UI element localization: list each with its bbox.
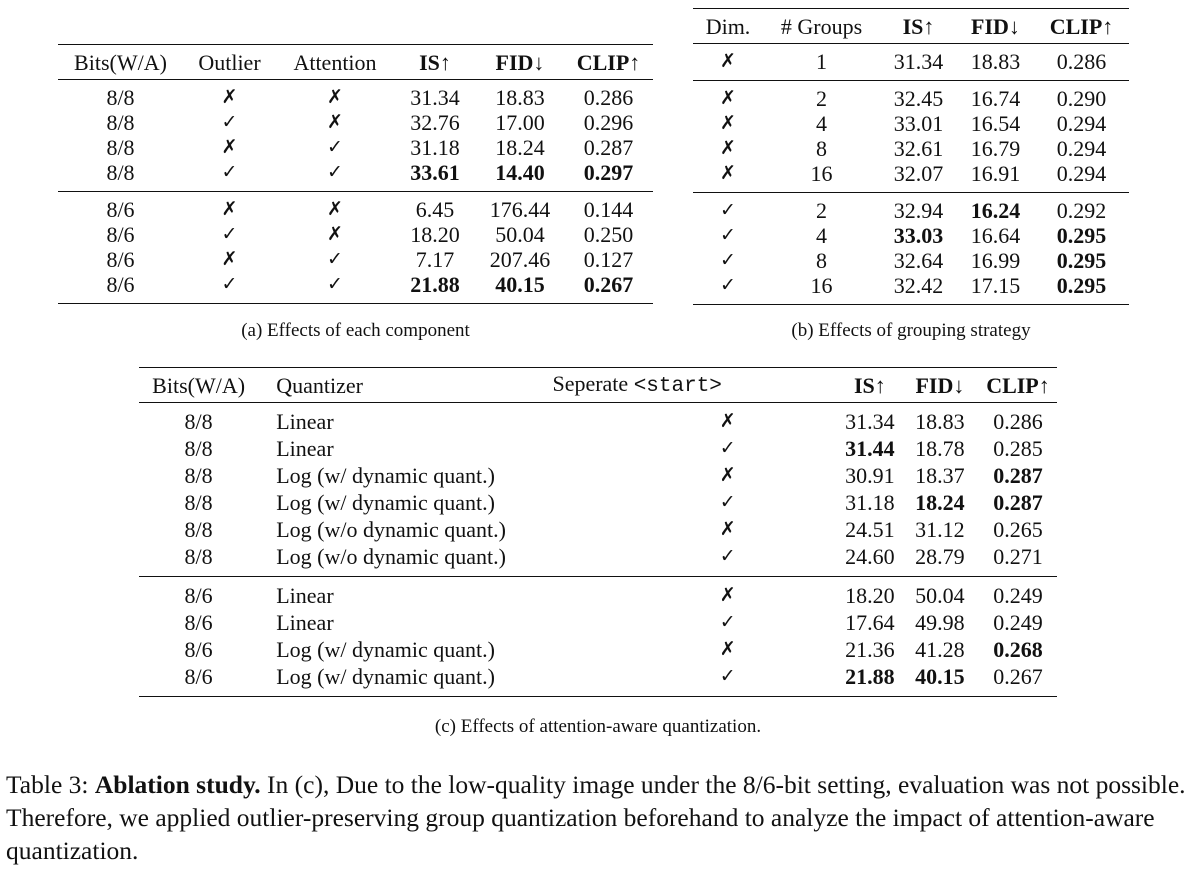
- cell-fid: 18.83: [495, 85, 545, 110]
- cross-mark-icon: ✗: [221, 86, 238, 108]
- check-mark-icon: ✓: [720, 199, 736, 221]
- cell-is: 32.61: [893, 136, 944, 161]
- cell-fid: 49.98: [915, 610, 965, 635]
- cell-is: 32.94: [893, 198, 944, 223]
- cell-quantizer: Log (w/o dynamic quant.): [276, 517, 506, 542]
- cell-fid: 18.78: [915, 436, 965, 461]
- check-mark-icon: ✓: [221, 111, 238, 133]
- cell-fid: 207.46: [489, 247, 551, 272]
- cross-mark-icon: ✗: [221, 136, 238, 158]
- header-clip: CLIP↑: [986, 372, 1050, 398]
- cell-bits: 8/8: [184, 490, 213, 515]
- header-quantizer: Quantizer: [276, 372, 363, 398]
- cell-clip: 0.290: [1056, 86, 1107, 111]
- table-c-header-row: [139, 368, 1057, 403]
- table-a: [58, 44, 653, 304]
- check-mark-icon: ✓: [719, 665, 736, 687]
- check-mark-icon: ✓: [327, 161, 343, 183]
- header-separate-start: [534, 368, 838, 403]
- header-fid: FID↓: [971, 13, 1020, 39]
- cell-quantizer: Log (w/ dynamic quant.): [276, 490, 495, 515]
- cell-quantizer: Log (w/o dynamic quant.): [276, 544, 506, 569]
- cell-groups: 2: [816, 86, 827, 111]
- table-row: [693, 223, 1129, 248]
- table-row: [139, 577, 1057, 610]
- cell-fid: 18.24: [495, 135, 545, 160]
- cell-clip: 0.287: [583, 135, 634, 160]
- cell-fid: 18.83: [970, 49, 1021, 74]
- cell-quantizer: Linear: [276, 436, 334, 461]
- cross-mark-icon: ✗: [720, 87, 736, 109]
- cell-bits: 8/6: [106, 272, 135, 297]
- cell-fid: 16.64: [970, 223, 1021, 248]
- cell-bits: 8/6: [184, 583, 213, 608]
- cell-clip: 0.286: [993, 409, 1043, 434]
- cross-mark-icon: ✗: [327, 223, 343, 245]
- cell-is: 18.20: [845, 583, 895, 608]
- caption-text: In (c), Due to the low-quality image under the 8/6-bit setting, evaluation was not possible. Therefore, we applied outlier-preserving group quantization beforehand to analyze the impact of attention-aware quantization.: [6, 770, 1186, 865]
- table-row: [693, 44, 1129, 81]
- cross-mark-icon: ✗: [720, 162, 736, 184]
- check-mark-icon: ✓: [719, 437, 736, 459]
- cell-fid: 16.79: [970, 136, 1021, 161]
- table-row: [139, 403, 1057, 436]
- table-row: [58, 247, 653, 272]
- cross-mark-icon: ✗: [719, 638, 736, 660]
- table-row: [139, 663, 1057, 697]
- cell-bits: 8/6: [106, 197, 135, 222]
- cell-is: 18.20: [410, 222, 460, 247]
- header-bits: Bits(W/A): [74, 49, 167, 75]
- cell-bits: 8/8: [106, 85, 135, 110]
- cell-bits: 8/8: [106, 110, 135, 135]
- cell-clip: 0.249: [993, 583, 1043, 608]
- cell-bits: 8/8: [184, 517, 213, 542]
- table-row: [139, 435, 1057, 462]
- table-b-caption: (b) Effects of grouping strategy: [791, 320, 1031, 341]
- cell-groups: 8: [816, 248, 827, 273]
- cell-clip: 0.144: [583, 197, 634, 222]
- table-row: [693, 111, 1129, 136]
- table-row: [58, 110, 653, 135]
- cell-is: 32.42: [893, 273, 944, 298]
- cell-is: 30.91: [845, 463, 895, 488]
- table-row: [693, 273, 1129, 305]
- cell-quantizer: Log (w/ dynamic quant.): [276, 463, 495, 488]
- cell-is: 32.45: [893, 86, 944, 111]
- cross-mark-icon: ✗: [221, 248, 238, 270]
- caption-label: Table 3:: [6, 770, 89, 799]
- cell-fid: 18.83: [915, 409, 965, 434]
- cell-clip: 0.127: [583, 247, 634, 272]
- cell-fid: 16.24: [970, 198, 1021, 223]
- cross-mark-icon: ✗: [327, 86, 343, 108]
- check-mark-icon: ✓: [327, 248, 343, 270]
- header-outlier: Outlier: [198, 49, 261, 75]
- cell-is: 33.01: [893, 111, 944, 136]
- cell-bits: 8/6: [184, 637, 213, 662]
- table-row: [58, 80, 653, 111]
- cell-is: 24.60: [845, 544, 895, 569]
- cell-clip: 0.265: [993, 517, 1043, 542]
- cell-clip: 0.267: [583, 272, 634, 297]
- cell-groups: 4: [816, 223, 827, 248]
- check-mark-icon: ✓: [720, 274, 736, 296]
- cross-mark-icon: ✗: [719, 518, 736, 540]
- cell-clip: 0.296: [583, 110, 634, 135]
- cell-fid: 50.04: [495, 222, 545, 247]
- cell-fid: 18.24: [915, 490, 965, 515]
- cell-bits: 8/8: [106, 160, 135, 185]
- cell-is: 21.88: [410, 272, 460, 297]
- caption-title: Ablation study.: [94, 770, 261, 799]
- cell-is: 31.18: [845, 490, 895, 515]
- cell-fid: 40.15: [495, 272, 545, 297]
- cross-mark-icon: ✗: [720, 112, 736, 134]
- cell-clip: 0.295: [1056, 223, 1107, 248]
- check-mark-icon: ✓: [719, 611, 736, 633]
- table-a-caption: (a) Effects of each component: [241, 320, 470, 341]
- header-is: IS↑: [419, 49, 451, 75]
- table-c-caption: (c) Effects of attention-aware quantization.: [434, 716, 762, 737]
- header-separate: Seperate: [552, 371, 629, 396]
- cell-fid: 16.91: [970, 161, 1021, 186]
- cell-bits: 8/8: [106, 135, 135, 160]
- cell-bits: 8/8: [184, 463, 213, 488]
- cell-clip: 0.267: [993, 664, 1043, 689]
- cell-quantizer: Linear: [276, 583, 334, 608]
- table-row: [139, 636, 1057, 663]
- cell-is: 31.18: [410, 135, 460, 160]
- cell-groups: 4: [816, 111, 827, 136]
- cell-clip: 0.295: [1056, 248, 1107, 273]
- header-is: IS↑: [853, 372, 886, 398]
- cell-fid: 17.00: [495, 110, 545, 135]
- cross-mark-icon: ✗: [719, 584, 736, 606]
- cell-quantizer: Log (w/ dynamic quant.): [276, 664, 495, 689]
- cell-is: 31.34: [893, 49, 944, 74]
- cell-is: 31.34: [410, 85, 460, 110]
- table-b-header-row: [693, 9, 1129, 44]
- table-row: [139, 516, 1057, 543]
- cell-quantizer: Log (w/ dynamic quant.): [276, 637, 495, 662]
- header-fid: FID↓: [495, 49, 545, 75]
- cell-fid: 41.28: [915, 637, 965, 662]
- table-row: [693, 248, 1129, 273]
- table-row: [693, 136, 1129, 161]
- header-start-token: <start>: [633, 375, 722, 398]
- cell-quantizer: Linear: [276, 409, 334, 434]
- cell-clip: 0.250: [583, 222, 634, 247]
- table-row: [58, 160, 653, 192]
- cell-quantizer: Linear: [276, 610, 334, 635]
- table-row: [58, 135, 653, 160]
- table-row: [58, 192, 653, 223]
- table-row: [139, 462, 1057, 489]
- cross-mark-icon: ✗: [221, 198, 238, 220]
- cell-is: 33.61: [410, 160, 460, 185]
- header-attention: Attention: [293, 49, 377, 75]
- table-row: [693, 161, 1129, 193]
- header-groups: # Groups: [780, 13, 863, 39]
- table-main-caption: [6, 768, 1186, 867]
- header-fid: FID↓: [915, 372, 965, 398]
- cross-mark-icon: ✗: [327, 198, 343, 220]
- cell-clip: 0.294: [1056, 161, 1107, 186]
- cross-mark-icon: ✗: [327, 111, 343, 133]
- check-mark-icon: ✓: [221, 273, 238, 295]
- cell-bits: 8/8: [184, 544, 213, 569]
- cell-clip: 0.286: [583, 85, 634, 110]
- cell-is: 33.03: [893, 223, 944, 248]
- cell-is: 6.45: [415, 197, 455, 222]
- header-clip: CLIP↑: [1049, 13, 1114, 39]
- cell-fid: 40.15: [915, 664, 965, 689]
- cell-fid: 16.99: [970, 248, 1021, 273]
- cell-bits: 8/8: [184, 436, 213, 461]
- check-mark-icon: ✓: [719, 545, 736, 567]
- cell-is: 24.51: [845, 517, 895, 542]
- check-mark-icon: ✓: [221, 223, 238, 245]
- table-b: [693, 8, 1129, 305]
- cell-is: 17.64: [845, 610, 895, 635]
- cell-is: 21.36: [845, 637, 895, 662]
- cell-fid: 16.74: [970, 86, 1021, 111]
- cell-is: 32.64: [893, 248, 944, 273]
- cell-fid: 16.54: [970, 111, 1021, 136]
- cell-fid: 17.15: [970, 273, 1021, 298]
- table-row: [58, 272, 653, 304]
- cross-mark-icon: ✗: [720, 50, 736, 72]
- cell-bits: 8/8: [184, 409, 213, 434]
- cross-mark-icon: ✗: [719, 410, 736, 432]
- cell-groups: 16: [810, 273, 833, 298]
- cell-clip: 0.287: [993, 490, 1043, 515]
- check-mark-icon: ✓: [720, 224, 736, 246]
- cell-fid: 28.79: [915, 544, 965, 569]
- cell-clip: 0.285: [993, 436, 1043, 461]
- table-row: [58, 222, 653, 247]
- cell-groups: 16: [810, 161, 833, 186]
- cell-clip: 0.286: [1056, 49, 1107, 74]
- table-row: [693, 81, 1129, 112]
- table-c: [139, 367, 1057, 697]
- cell-bits: 8/6: [184, 610, 213, 635]
- cell-fid: 31.12: [915, 517, 965, 542]
- cell-fid: 18.37: [915, 463, 965, 488]
- cell-fid: 50.04: [915, 583, 965, 608]
- check-mark-icon: ✓: [719, 491, 736, 513]
- cell-clip: 0.292: [1056, 198, 1107, 223]
- cell-is: 21.88: [845, 664, 895, 689]
- cell-fid: 14.40: [495, 160, 545, 185]
- table-row: [139, 543, 1057, 577]
- table-row: [139, 489, 1057, 516]
- cell-groups: 8: [816, 136, 827, 161]
- cell-clip: 0.297: [583, 160, 634, 185]
- cell-bits: 8/6: [106, 222, 135, 247]
- check-mark-icon: ✓: [720, 249, 736, 271]
- cell-is: 32.07: [893, 161, 944, 186]
- cell-clip: 0.268: [993, 637, 1043, 662]
- cell-is: 31.44: [845, 436, 895, 461]
- check-mark-icon: ✓: [221, 161, 238, 183]
- table-a-header-row: [58, 45, 653, 80]
- cell-is: 31.34: [845, 409, 895, 434]
- check-mark-icon: ✓: [327, 136, 343, 158]
- cell-groups: 2: [816, 198, 827, 223]
- check-mark-icon: ✓: [327, 273, 343, 295]
- cell-fid: 176.44: [489, 197, 551, 222]
- cell-bits: 8/6: [106, 247, 135, 272]
- cell-clip: 0.295: [1056, 273, 1107, 298]
- cell-clip: 0.249: [993, 610, 1043, 635]
- cell-is: 32.76: [410, 110, 460, 135]
- header-is: IS↑: [902, 13, 935, 39]
- cell-clip: 0.294: [1056, 136, 1107, 161]
- cross-mark-icon: ✗: [720, 137, 736, 159]
- header-clip: CLIP↑: [576, 49, 641, 75]
- cell-clip: 0.271: [993, 544, 1043, 569]
- cell-clip: 0.287: [993, 463, 1043, 488]
- cell-clip: 0.294: [1056, 111, 1107, 136]
- table-row: [693, 193, 1129, 224]
- cell-bits: 8/6: [184, 664, 213, 689]
- cell-groups: 1: [816, 49, 827, 74]
- header-bits: Bits(W/A): [152, 372, 246, 398]
- cell-is: 7.17: [415, 247, 455, 272]
- table-row: [139, 609, 1057, 636]
- cross-mark-icon: ✗: [719, 464, 736, 486]
- header-dim: Dim.: [705, 13, 751, 39]
